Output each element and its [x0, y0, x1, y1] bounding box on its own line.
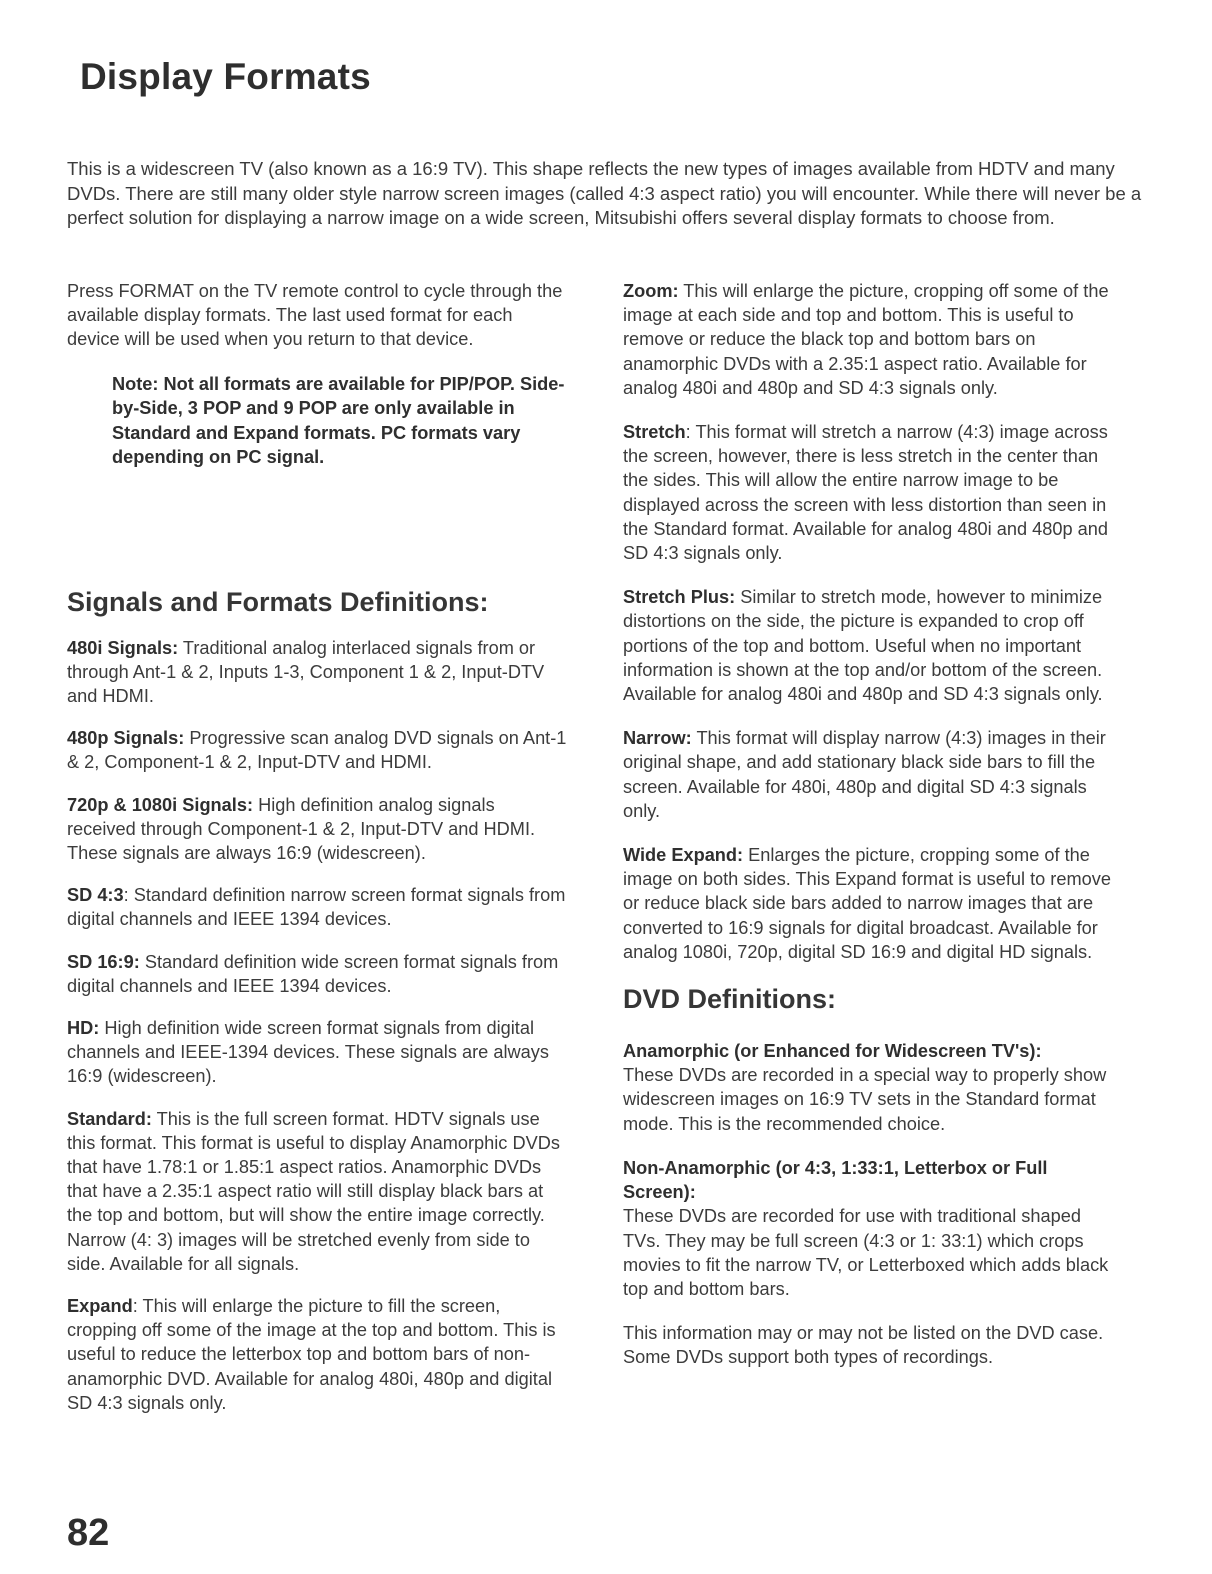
dvd-text: These DVDs are recorded for use with traditional shaped TVs. They may be full screen (4:3 or 1: 33:1) which crops movies to fit the narrow TV, or Letterboxed which adds black top and bottom bars. — [623, 1206, 1109, 1299]
format-wide-expand — [623, 843, 1123, 964]
definition-term: 480p Signals: — [67, 728, 185, 749]
signals-formats-heading: Signals and Formats Definitions: — [67, 586, 489, 617]
definition-text: : Standard definition narrow screen format signals from digital channels and IEEE 1394 devices. — [67, 885, 566, 930]
definition-term: SD 16:9: — [67, 951, 140, 972]
definition-standard — [67, 1107, 567, 1276]
definition-480p — [67, 726, 567, 774]
dvd-definitions-heading: DVD Definitions: — [623, 984, 836, 1015]
format-text: This will enlarge the picture, cropping off some of the image at each side and top and bottom. This is useful to remove or reduce the black top and bottom bars on anamorphic DVDs with a 2.35:1 aspect ratio. Available for analog 480i and 480p and SD 4:3 signals only. — [623, 281, 1109, 398]
definition-expand — [67, 1294, 567, 1415]
definition-text: This is the full screen format. HDTV signals use this format. This format is useful to display Anamorphic DVDs that have 1.78:1 or 1.85:1 aspect ratios. Anamorphic DVDs that have a 2.35:1 aspect ratio will still display black bars at the top and bottom, but will show the entire image correctly. Narrow (4: 3) images will be stretched evenly from side to side. Available for all signals. — [67, 1108, 560, 1274]
definition-term: HD: — [67, 1018, 100, 1039]
definition-text: : This will enlarge the picture to fill the screen, cropping off some of the image at the top and bottom. This is useful to reduce the letterbox top and bottom bars of non-anamorphic DVD. Available for analog 480i, 480p and digital SD 4:3 signals only. — [67, 1296, 556, 1413]
dvd-closing-paragraph: This information may or may not be listed on the DVD case. Some DVDs support both types of recordings. — [623, 1323, 1104, 1368]
left-column — [67, 279, 567, 1433]
format-zoom — [623, 279, 1123, 400]
format-term: Stretch — [623, 422, 686, 443]
format-text: Similar to stretch mode, however to minimize distortions on the side, the picture is expanded to crop off portions of the top and bottom. Useful when no important information is shown at the top and/or bottom of the screen. Available for analog 480i and 480p and SD 4:3 signals only. — [623, 587, 1103, 705]
page-title: Display Formats — [80, 56, 371, 97]
definition-sd-4-3 — [67, 883, 567, 931]
intro-paragraph: This is a widescreen TV (also known as a 16:9 TV). This shape reflects the new types of images available from HDTV and many DVDs. There are still many older style narrow screen images (called 4:3 aspect ratio) you will encounter. While there will never be a perfect solution for displaying a narrow image on a wide screen, Mitsubishi offers several display formats to choose from. — [67, 158, 1142, 228]
format-term: Stretch Plus: — [623, 587, 736, 608]
dvd-definition-non-anamorphic — [623, 1156, 1123, 1301]
format-text: This format will display narrow (4:3) images in their original shape, and add stationary black side bars to fill the screen. Available for 480i, 480p and digital SD 4:3 signals only. — [623, 728, 1106, 821]
definition-text: High definition wide screen format signals from digital channels and IEEE-1394 devices. These signals are always 16:9 (widescreen). — [67, 1018, 549, 1087]
format-narrow — [623, 726, 1123, 823]
format-term: Wide Expand: — [623, 845, 744, 866]
press-format-paragraph: Press FORMAT on the TV remote control to cycle through the available display formats. The last used format for each device will be used when you return to that device. — [67, 281, 563, 350]
format-stretch — [623, 420, 1123, 565]
definition-text: High definition analog signals received through Component-1 & 2, Input-DTV and HDMI. These signals are always 16:9 (widescreen). — [67, 794, 536, 864]
definition-text: Progressive scan analog DVD signals on Ant-1 & 2, Component-1 & 2, Input-DTV and HDMI. — [67, 728, 567, 773]
dvd-term: Non-Anamorphic (or 4:3, 1:33:1, Letterbox or Full Screen): — [623, 1157, 1048, 1203]
note-paragraph: Note: Not all formats are available for PIP/POP. Side-by-Side, 3 POP and 9 POP are only available in Standard and Expand formats. PC formats vary depending on PC signal. — [112, 373, 565, 468]
definition-text: Traditional analog interlaced signals from or through Ant-1 & 2, Inputs 1-3, Component 1 & 2, Input-DTV and HDMI. — [67, 637, 545, 707]
dvd-text: These DVDs are recorded in a special way to properly show widescreen images on 16:9 TV sets in the Standard format mode. This is the recommended choice. — [623, 1065, 1107, 1134]
definition-hd — [67, 1016, 567, 1089]
format-text: : This format will stretch a narrow (4:3) image across the screen, however, there is less stretch in the center than the sides. This will allow the entire narrow image to be displayed across the screen with less distortion than seen in the Standard format. Available for analog 480i and 480p and SD 4:3 signals only. — [623, 422, 1109, 564]
right-column — [623, 279, 1123, 1370]
definition-term: Expand — [67, 1296, 133, 1317]
definition-term: 480i Signals: — [67, 637, 179, 658]
definition-sd-16-9 — [67, 950, 567, 998]
page-number: 82 — [67, 1512, 110, 1554]
dvd-term: Anamorphic (or Enhanced for Widescreen TV's): — [623, 1041, 1042, 1062]
format-text: Enlarges the picture, cropping some of the image on both sides. This Expand format is useful to remove or reduce black side bars added to narrow images that are converted to 16:9 signals for digital broadcast. Available for analog 1080i, 720p, digital SD 16:9 and digital HD signals. — [623, 845, 1111, 962]
format-term: Zoom: — [623, 281, 679, 301]
definition-term: Standard: — [67, 1108, 152, 1129]
definition-term: SD 4:3 — [67, 885, 124, 906]
definition-480i — [67, 636, 567, 709]
definition-text: Standard definition wide screen format signals from digital channels and IEEE 1394 devices. — [67, 951, 559, 996]
definition-720p-1080i — [67, 793, 567, 866]
format-term: Narrow: — [623, 728, 692, 749]
dvd-definition-anamorphic — [623, 1039, 1123, 1136]
definition-term: 720p & 1080i Signals: — [67, 794, 254, 815]
format-stretch-plus — [623, 585, 1123, 706]
